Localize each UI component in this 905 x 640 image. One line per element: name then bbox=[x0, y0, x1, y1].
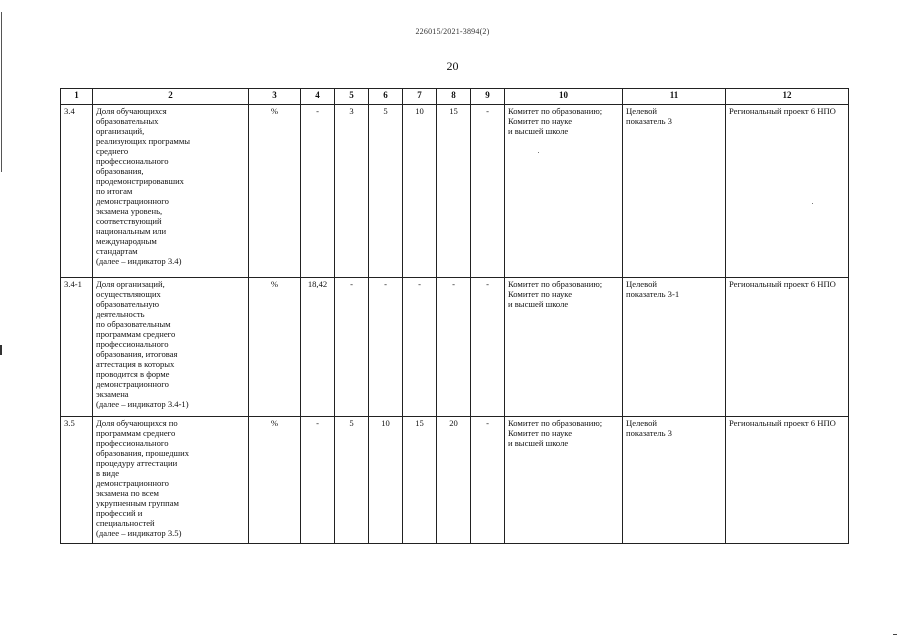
table-row bbox=[61, 105, 849, 278]
project-cell: Региональный проект 6 НПО bbox=[726, 105, 849, 278]
value-cell: 5 bbox=[369, 105, 403, 278]
responsible-cell: Комитет по образованию; Комитет по науке и высшей школе bbox=[505, 278, 623, 417]
row-number: 3.4 bbox=[61, 105, 93, 278]
value-cell: - bbox=[471, 278, 505, 417]
column-header: 12 bbox=[726, 89, 849, 105]
project-cell: Региональный проект 6 НПО bbox=[726, 417, 849, 544]
scan-corner-mark bbox=[893, 634, 897, 635]
row-number: 3.4-1 bbox=[61, 278, 93, 417]
value-cell: - bbox=[437, 278, 471, 417]
value-cell: 15 bbox=[437, 105, 471, 278]
target-indicator-cell: Целевой показатель 3 bbox=[623, 417, 726, 544]
page-number: 20 bbox=[446, 59, 459, 73]
scan-edge-line bbox=[1, 12, 2, 172]
column-header: 7 bbox=[403, 89, 437, 105]
value-cell: 20 bbox=[437, 417, 471, 544]
column-header: 10 bbox=[505, 89, 623, 105]
value-cell: 18,42 bbox=[301, 278, 335, 417]
column-header: 2 bbox=[93, 89, 249, 105]
column-header: 1 bbox=[61, 89, 93, 105]
value-cell: 3 bbox=[335, 105, 369, 278]
target-indicator-cell: Целевой показатель 3 bbox=[623, 105, 726, 278]
value-cell: 15 bbox=[403, 417, 437, 544]
scan-edge-mark bbox=[0, 345, 2, 355]
column-header: 4 bbox=[301, 89, 335, 105]
responsible-cell: Комитет по образованию; Комитет по науке и высшей школе bbox=[505, 105, 623, 278]
indicator-name: Доля обучающихся образовательных организаций, реализующих программы среднего профессионального образования, продемонстрировавших по итогам демонстрационного экзамена уровень, соответствующий национальным или международным стандартам (далее – индикатор 3.4) bbox=[93, 105, 249, 278]
unit-cell: % bbox=[249, 278, 301, 417]
project-cell: Региональный проект 6 НПО bbox=[726, 278, 849, 417]
table-row bbox=[61, 278, 849, 417]
value-cell: 10 bbox=[403, 105, 437, 278]
column-header: 3 bbox=[249, 89, 301, 105]
table-row bbox=[61, 417, 849, 544]
value-cell: - bbox=[471, 105, 505, 278]
value-cell: - bbox=[301, 105, 335, 278]
column-header: 11 bbox=[623, 89, 726, 105]
value-cell: - bbox=[335, 278, 369, 417]
value-cell: - bbox=[471, 417, 505, 544]
value-cell: 5 bbox=[335, 417, 369, 544]
indicator-name: Доля обучающихся по программам среднего профессионального образования, прошедших процедуру аттестации в виде демонстрационного экзамена по всем укрупненным группам профессий и специальностей (далее – индикатор 3.5) bbox=[93, 417, 249, 544]
unit-cell: % bbox=[249, 417, 301, 544]
value-cell: 10 bbox=[369, 417, 403, 544]
target-indicator-cell: Целевой показатель 3-1 bbox=[623, 278, 726, 417]
column-header: 6 bbox=[369, 89, 403, 105]
unit-cell: % bbox=[249, 105, 301, 278]
indicators-table bbox=[60, 88, 849, 544]
document-id: 226015/2021-3894(2) bbox=[415, 27, 490, 36]
column-header: 8 bbox=[437, 89, 471, 105]
value-cell: - bbox=[369, 278, 403, 417]
value-cell: - bbox=[403, 278, 437, 417]
indicator-name: Доля организаций, осуществляющих образовательную деятельность по образовательным программам среднего профессионального образования, итоговая аттестация в которых проводится в форме демонстрационного экзамена (далее – индикатор 3.4-1) bbox=[93, 278, 249, 417]
header-row bbox=[61, 89, 849, 105]
column-header: 5 bbox=[335, 89, 369, 105]
row-number: 3.5 bbox=[61, 417, 93, 544]
column-header: 9 bbox=[471, 89, 505, 105]
value-cell: - bbox=[301, 417, 335, 544]
responsible-cell: Комитет по образованию; Комитет по науке и высшей школе bbox=[505, 417, 623, 544]
